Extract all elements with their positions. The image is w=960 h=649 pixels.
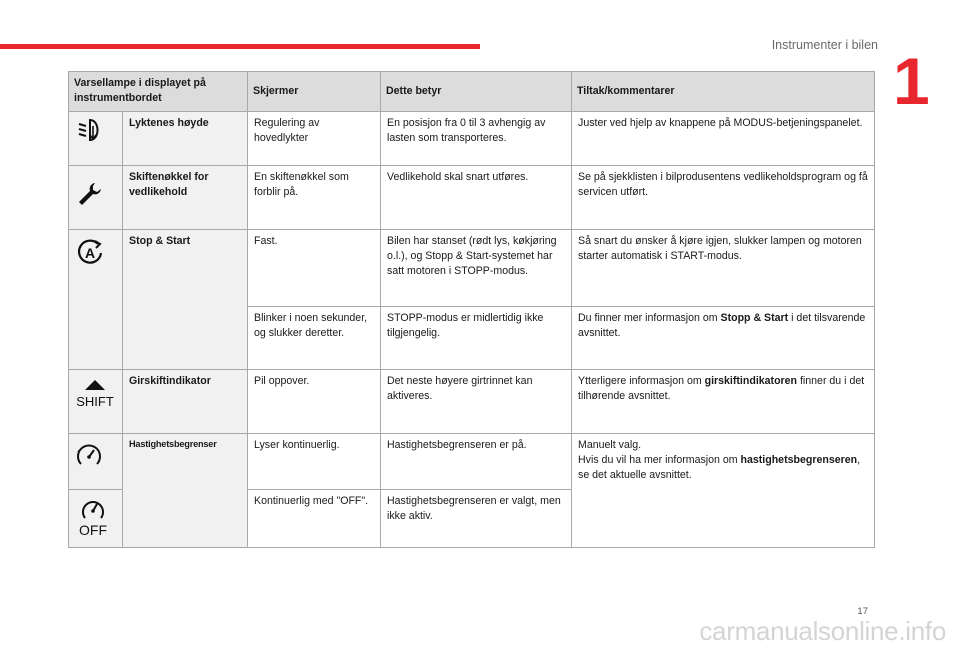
- column-header-lamp: Varsellampe i displayet på instrumentbordet: [69, 72, 248, 112]
- action-cell: Manuelt valg. Hvis du vil ha mer informasjon om hastighetsbegrenseren, se det aktuelle avsnittet.: [572, 433, 875, 547]
- table-header-row: [69, 72, 875, 112]
- headlamp-level-icon: [69, 111, 123, 165]
- meaning-cell: Det neste høyere girtrinnet kan aktiveres.: [381, 369, 572, 433]
- lamp-name: Hastighetsbegrenser: [123, 433, 248, 547]
- display-cell: Pil oppover.: [248, 369, 381, 433]
- display-cell: Blinker i noen sekunder, og slukker deretter.: [248, 306, 381, 369]
- page-number: 17: [857, 606, 868, 617]
- column-header-display: Skjermer: [248, 72, 381, 112]
- column-header-meaning: Dette betyr: [381, 72, 572, 112]
- lamp-name: Skiftenøkkel for vedlikehold: [123, 165, 248, 229]
- shift-indicator-icon: [69, 369, 123, 433]
- chapter-number: 1: [893, 44, 930, 118]
- stop-start-icon: [69, 229, 123, 369]
- display-cell: Fast.: [248, 229, 381, 306]
- lamp-name: Stop & Start: [123, 229, 248, 369]
- display-cell: Kontinuerlig med "OFF".: [248, 489, 381, 547]
- action-cell: Juster ved hjelp av knappene på MODUS-betjeningspanelet.: [572, 111, 875, 165]
- meaning-cell: Vedlikehold skal snart utføres.: [381, 165, 572, 229]
- meaning-cell: Hastighetsbegrenseren er på.: [381, 433, 572, 489]
- section-title: Instrumenter i bilen: [771, 38, 878, 52]
- watermark: carmanualsonline.info: [699, 616, 946, 646]
- svg-text:SHIFT: SHIFT: [76, 393, 114, 409]
- display-cell: En skiftenøkkel som forblir på.: [248, 165, 381, 229]
- action-cell: Du finner mer informasjon om Stopp & Start i det tilsvarende avsnittet.: [572, 306, 875, 369]
- meaning-cell: STOPP-modus er midlertidig ikke tilgjengelig.: [381, 306, 572, 369]
- speed-limiter-off-icon: [69, 489, 123, 547]
- column-header-action: Tiltak/kommentarer: [572, 72, 875, 112]
- action-cell: Så snart du ønsker å kjøre igjen, slukker lampen og motoren starter automatisk i START-modus.: [572, 229, 875, 306]
- wrench-icon: [69, 165, 123, 229]
- speed-limiter-icon: [69, 433, 123, 489]
- header-accent-bar: [0, 44, 480, 49]
- action-cell: Se på sjekklisten i bilprodusentens vedlikeholdsprogram og få servicen utført.: [572, 165, 875, 229]
- lamp-name: Lyktenes høyde: [123, 111, 248, 165]
- table-row: [69, 165, 875, 229]
- display-cell: Lyser kontinuerlig.: [248, 433, 381, 489]
- meaning-cell: En posisjon fra 0 til 3 avhengig av lasten som transporteres.: [381, 111, 572, 165]
- meaning-cell: Hastighetsbegrenseren er valgt, men ikke aktiv.: [381, 489, 572, 547]
- display-cell: Regulering av hovedlykter: [248, 111, 381, 165]
- table-row: [69, 433, 875, 489]
- table-row: [69, 369, 875, 433]
- warning-lamp-table: [68, 71, 875, 548]
- svg-text:A: A: [84, 244, 96, 261]
- meaning-cell: Bilen har stanset (rødt lys, køkjøring o.l.), og Stopp & Start-systemet har satt motoren i STOPP-modus.: [381, 229, 572, 306]
- table-row: [69, 111, 875, 165]
- table-row: [69, 229, 875, 306]
- svg-text:OFF: OFF: [79, 521, 107, 538]
- lamp-name: Girskiftindikator: [123, 369, 248, 433]
- action-cell: Ytterligere informasjon om girskiftindikatoren finner du i det tilhørende avsnittet.: [572, 369, 875, 433]
